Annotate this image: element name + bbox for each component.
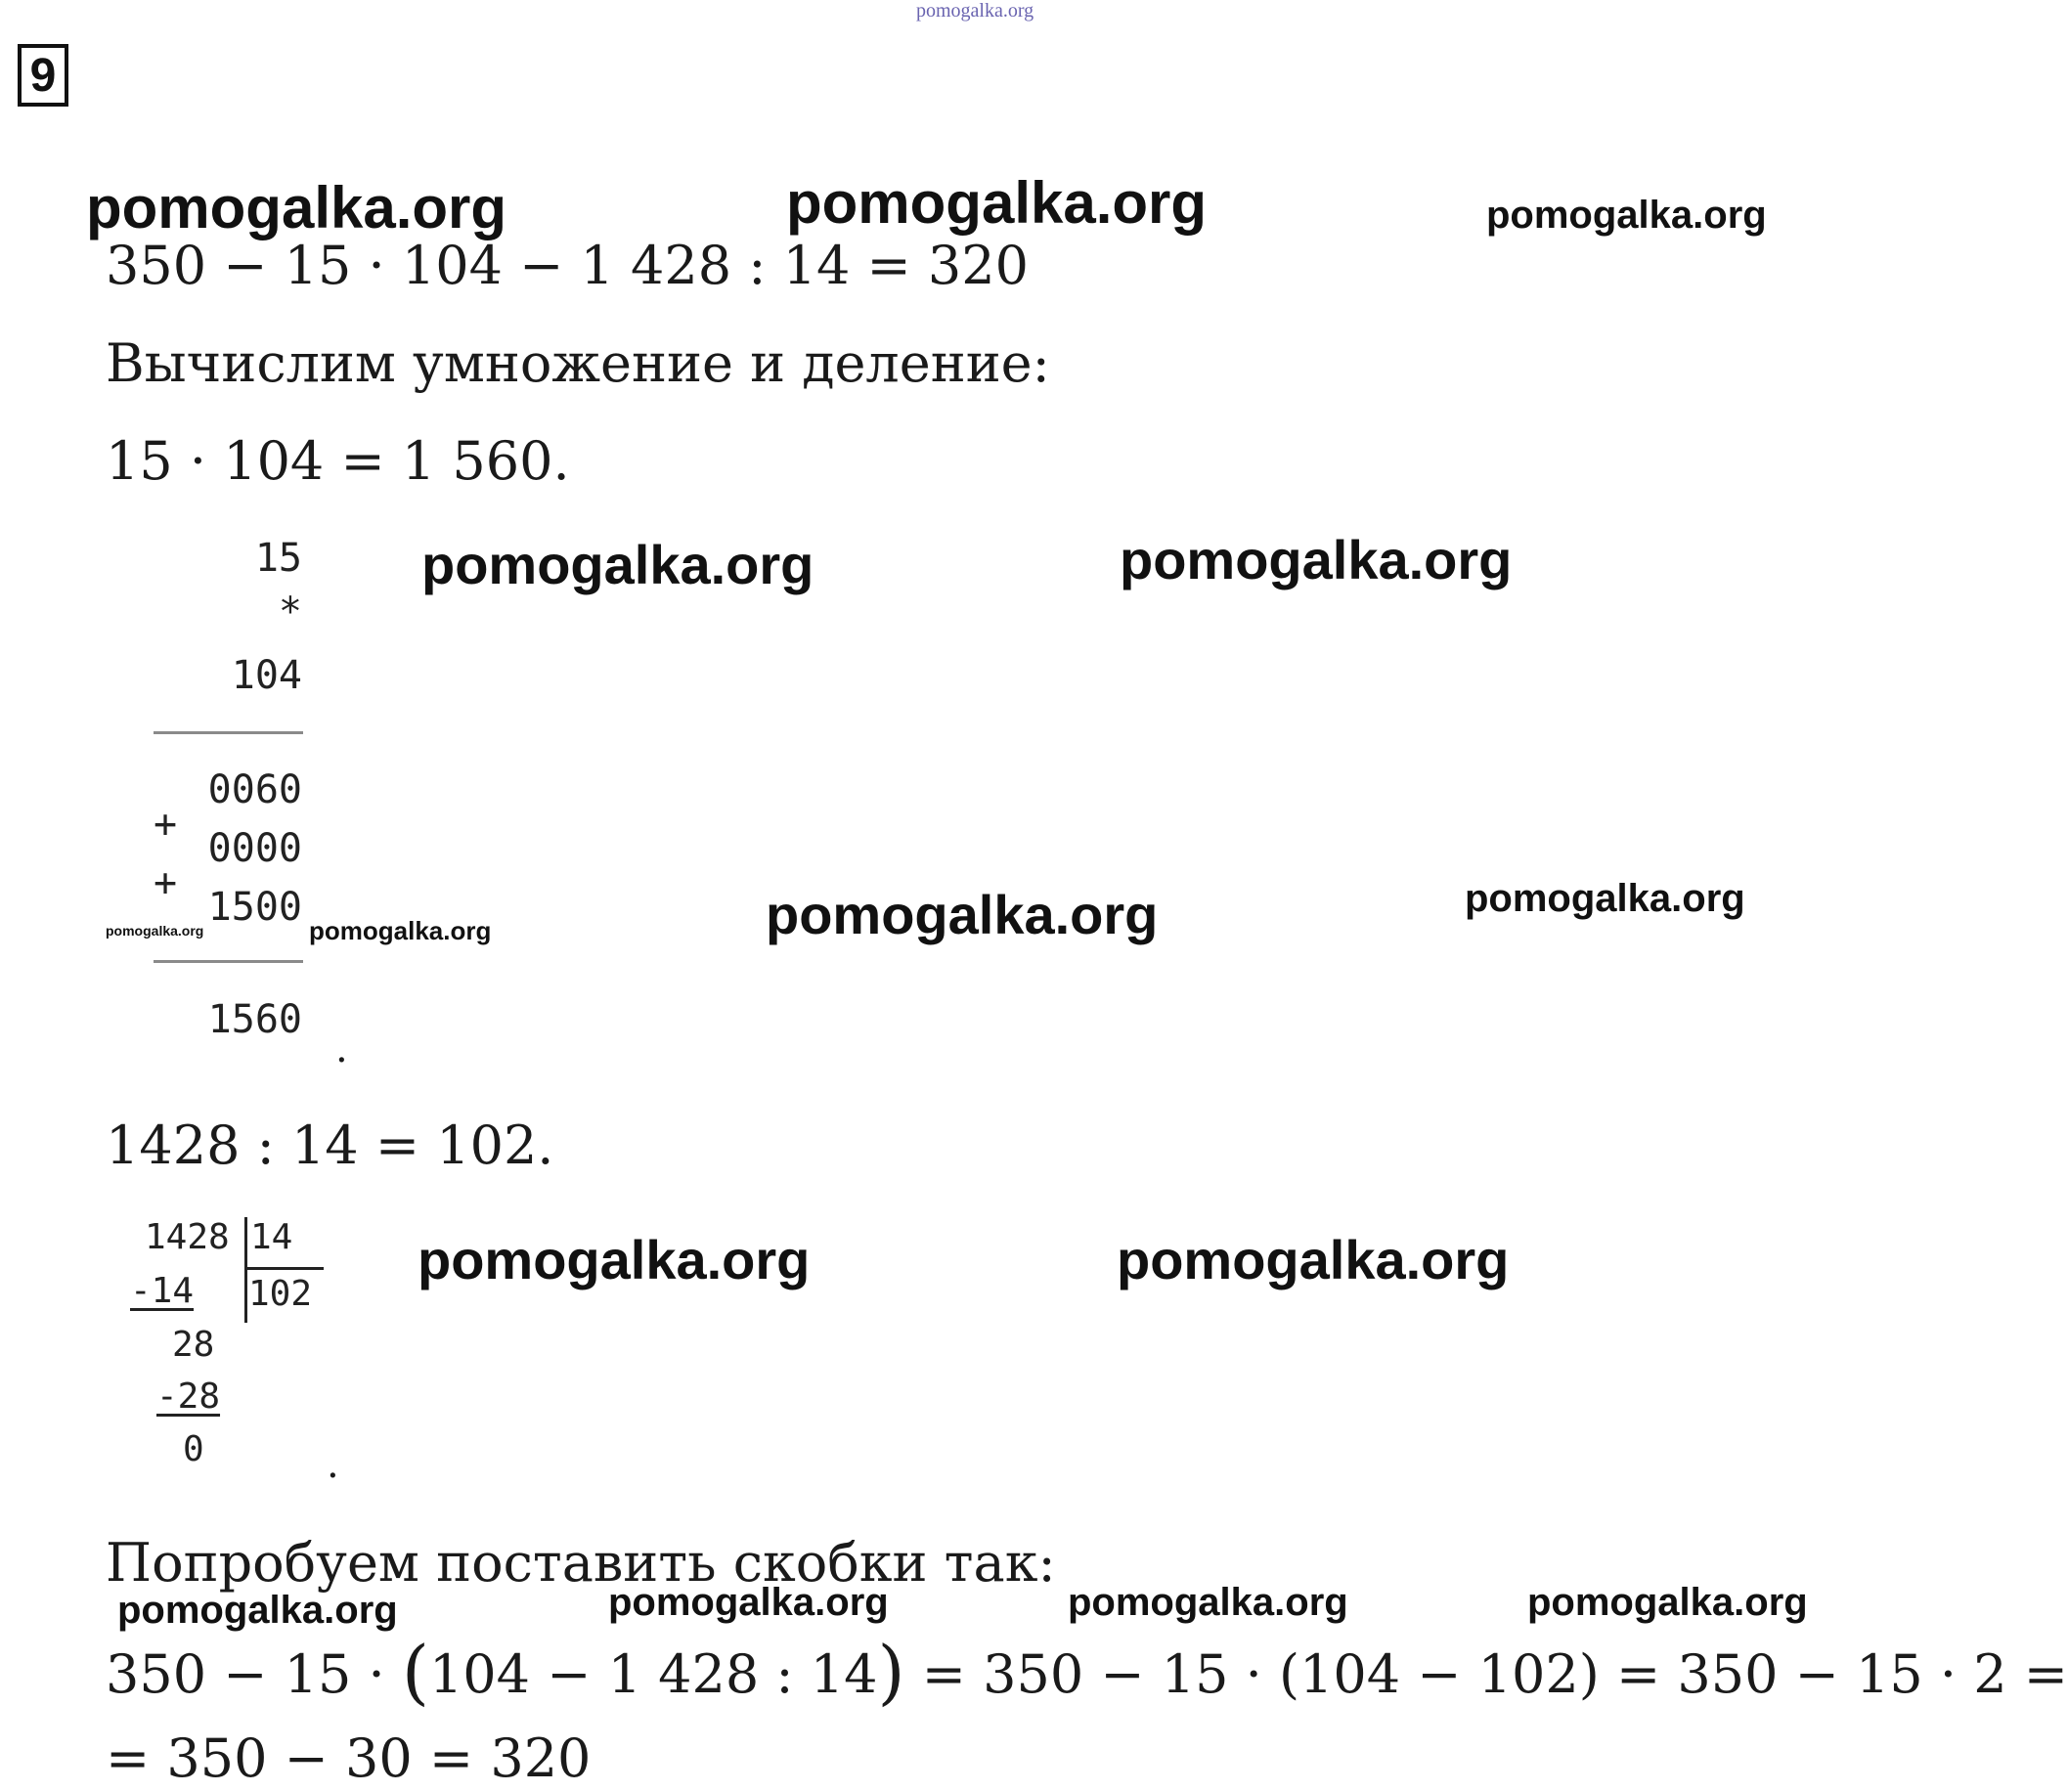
mult-dot: . <box>335 1027 348 1071</box>
mult-partial-1: 0060 <box>207 767 302 812</box>
mult-operand-1: 15 <box>254 536 302 581</box>
div-dot: . <box>327 1442 339 1487</box>
watermark: pomogalka.org <box>117 1589 398 1632</box>
watermark: pomogalka.org <box>421 534 814 595</box>
watermark: pomogalka.org <box>786 170 1208 236</box>
mult-plus-2: + <box>154 860 178 905</box>
mult-partial-2: 0000 <box>207 826 302 871</box>
compute-heading: Вычислим умножение и деление: <box>106 332 1050 394</box>
original-expression: 350 − 15 · 104 − 1 428 : 14 = 320 <box>106 235 1029 296</box>
watermark: pomogalka.org <box>1465 877 1745 920</box>
watermark: pomogalka.org <box>1117 1229 1510 1290</box>
div-remainder-1: 28 <box>172 1325 215 1365</box>
div-step-2: -28 <box>156 1377 221 1417</box>
watermark: pomogalka.org <box>1120 529 1513 590</box>
watermark: pomogalka.org <box>106 923 204 939</box>
mult-plus-1: + <box>154 802 178 847</box>
mult-divider-2 <box>154 960 303 963</box>
division-result: 1428 : 14 = 102. <box>106 1115 554 1176</box>
div-remainder-2: 0 <box>183 1429 204 1469</box>
div-dividend: 1428 <box>145 1217 230 1257</box>
div-divisor: 14 <box>250 1217 293 1257</box>
problem-number-box <box>18 44 68 107</box>
div-quotient: 102 <box>248 1274 313 1314</box>
multiplication-result: 15 · 104 = 1 560. <box>106 430 570 492</box>
div-vertical-bar <box>244 1217 247 1323</box>
final-expr-part-a: 350 − 15 · <box>106 1643 402 1705</box>
mult-partial-3: 1500 <box>207 885 302 930</box>
div-quotient-line <box>247 1267 324 1270</box>
mult-operand-2: 104 <box>231 653 302 698</box>
div-step-1: -14 <box>130 1271 195 1311</box>
watermark-top: pomogalka.org <box>916 0 1034 22</box>
watermark: pomogalka.org <box>418 1229 811 1290</box>
watermark: pomogalka.org <box>1527 1581 1808 1624</box>
final-expression-line-2: = 350 − 30 = 320 <box>106 1727 592 1789</box>
watermark: pomogalka.org <box>608 1581 889 1624</box>
brackets-heading: Попробуем поставить скобки так: <box>106 1532 1056 1594</box>
mult-result: 1560 <box>207 997 302 1042</box>
final-expr-part-b: 104 − 1 428 : 14 <box>428 1643 878 1705</box>
problem-number: 9 <box>29 49 57 102</box>
watermark: pomogalka.org <box>1486 194 1767 237</box>
paren-open: ( <box>401 1631 429 1713</box>
watermark: pomogalka.org <box>1068 1581 1348 1624</box>
paren-close: ) <box>877 1631 905 1713</box>
mult-operator: * <box>278 590 302 634</box>
final-expression-line-1 <box>106 1631 2068 1713</box>
watermark: pomogalka.org <box>309 916 492 945</box>
watermark: pomogalka.org <box>86 175 507 240</box>
mult-divider-1 <box>154 731 303 734</box>
watermark: pomogalka.org <box>766 884 1159 945</box>
final-expr-part-c: = 350 − 15 · (104 − 102) = 350 − 15 · 2 = <box>904 1643 2068 1705</box>
